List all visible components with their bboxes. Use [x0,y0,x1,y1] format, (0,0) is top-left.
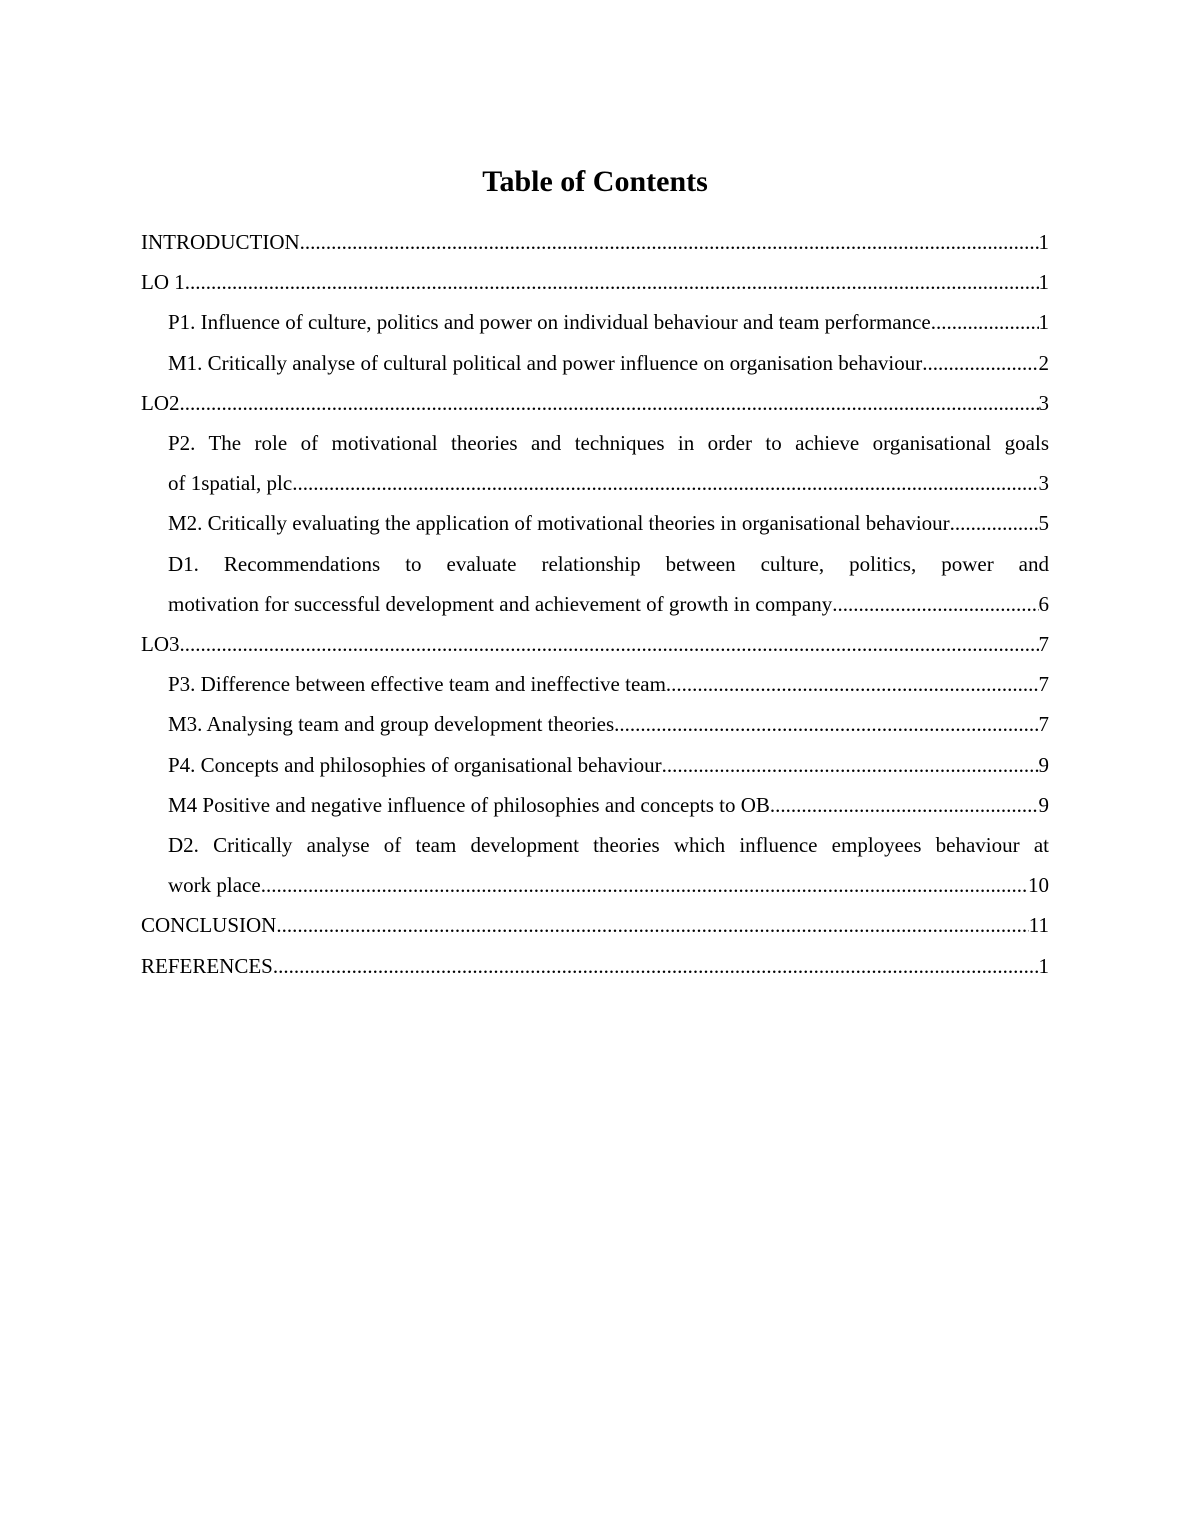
toc-entry-d2[interactable] [168,825,1049,905]
toc-entry-text: LO2 [141,390,180,415]
toc-entry-references[interactable] [141,946,1049,986]
toc-page-number: 6 [1038,591,1049,616]
toc-entry-m1[interactable] [168,343,1049,383]
toc-entry-m4[interactable] [168,785,1049,825]
dot-leader [261,865,1028,905]
toc-page-number: 7 [1038,672,1049,697]
page-title: Table of Contents [482,165,708,198]
dot-leader [931,302,1039,342]
dot-leader [273,946,1039,986]
toc-entry-p3[interactable] [168,664,1049,704]
dot-leader [770,785,1039,825]
toc-page-number: 1 [1038,230,1049,254]
toc-entry-text: CONCLUSION [141,913,277,938]
toc-page-number: 1 [1038,310,1049,335]
dot-leader [666,664,1039,704]
toc-entry-text: P4. Concepts and philosophies of organisational behaviour [168,752,662,777]
toc-entry-conclusion[interactable] [141,905,1049,945]
toc-entry-p4[interactable] [168,745,1049,785]
toc-page-number: 7 [1038,712,1049,737]
toc-page-number: 2 [1038,350,1049,375]
toc-entry-text-line1: P2. The role of motivational theories and techniques in order to achieve organisational goals [168,431,1049,456]
toc-entry-text-line1: D1. Recommendations to evaluate relationship between culture, politics, power and [168,551,1049,576]
toc-entry-text: P1. Influence of culture, politics and power on individual behaviour and team performance [168,310,931,335]
dot-leader [614,704,1038,744]
toc-entry-lo1[interactable] [141,262,1049,302]
toc-entry-m3[interactable] [168,704,1049,744]
toc-page-number: 1 [1038,953,1049,978]
toc-entry-p2[interactable] [168,423,1049,503]
toc-page-number: 10 [1028,873,1049,898]
toc-page-number: 7 [1038,632,1049,657]
dot-leader [180,383,1039,423]
toc-entry-lo3[interactable] [141,624,1049,664]
toc-entry-text: P3. Difference between effective team and ineffective team [168,672,666,697]
dot-leader [832,584,1038,624]
toc-entry-text: M2. Critically evaluating the application of motivational theories in organisational behaviour [168,511,950,536]
dot-leader [185,262,1039,302]
dot-leader [662,745,1039,785]
toc-entry-m2[interactable] [168,503,1049,543]
toc-entry-p1[interactable] [168,302,1049,342]
toc-page-number: 11 [1028,913,1049,938]
dot-leader [922,343,1038,383]
toc-entry-text: INTRODUCTION [141,230,300,254]
dot-leader [292,463,1038,503]
toc-entry-text: LO3 [141,632,180,657]
toc-entry-introduction[interactable] [141,222,1049,262]
toc-list [141,222,1049,986]
toc-entry-text-line2: motivation for successful development and achievement of growth in company [168,591,833,616]
toc-entry-text: M3. Analysing team and group development theories [168,712,615,737]
toc-entry-text: M1. Critically analyse of cultural political and power influence on organisation behaviour [168,350,923,375]
toc-entry-text: M4 Positive and negative influence of philosophies and concepts to OB [168,792,770,817]
toc-entry-text: LO 1 [141,270,185,295]
toc-entry-lo2[interactable] [141,383,1049,423]
toc-entry-text-line1: D2. Critically analyse of team development theories which influence employees behaviour at [168,833,1049,858]
dot-leader [300,222,1039,262]
toc-entry-text-line2: of 1spatial, plc [168,471,293,496]
toc-page-number: 9 [1038,792,1049,817]
toc-page-number: 5 [1038,511,1049,536]
toc-entry-text-line2: work place [168,873,261,898]
toc-page-number: 1 [1038,270,1049,295]
toc-page-number: 9 [1038,752,1049,777]
dot-leader [950,503,1039,543]
toc-entry-text: REFERENCES [141,953,273,978]
dot-leader [180,624,1039,664]
toc-entry-d1[interactable] [168,544,1049,624]
dot-leader [276,905,1028,945]
toc-page-number: 3 [1038,471,1049,496]
toc-page-number: 3 [1038,390,1049,415]
